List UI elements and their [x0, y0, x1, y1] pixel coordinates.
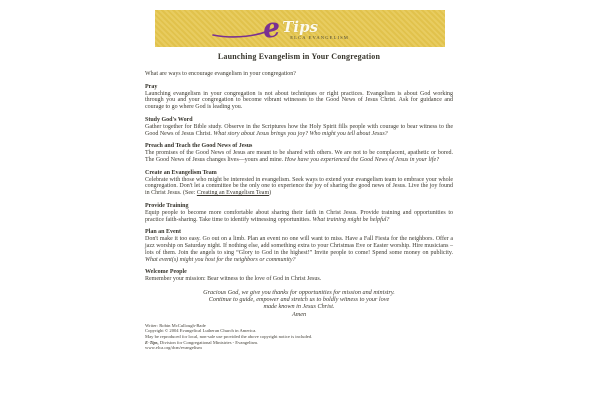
- logo-letter-e: e: [261, 11, 282, 45]
- section-heading: Pray: [145, 83, 158, 90]
- section-study-gods-word: [145, 117, 453, 137]
- intro-question: What are ways to encourage evangelism in your congregation?: [145, 71, 296, 77]
- section-heading: Welcome People: [145, 269, 187, 276]
- section-heading: Plan an Event: [145, 229, 182, 236]
- section-body: [145, 150, 453, 164]
- section-question: What event(s) might you host for the neighbors or community?: [145, 256, 296, 263]
- section-body: [145, 91, 453, 111]
- section-heading: Provide Training: [145, 202, 189, 209]
- section-text: Gather together for Bible study. Observe in the Scriptures how the Holy Spirit fills people with courage to bear witness to the Good News of Jesus Christ.: [145, 123, 453, 137]
- section-text: Launching evangelism in your congregation is not about techniques or right practices. Evangelism is about God working through you and your congregation to become vibrant witnesses to the Good News of Jesus Christ. Ask for guidance and courage to go where God is leading you.: [145, 90, 453, 111]
- prayer-line: Gracious God, we give you thanks for opportunities for mission and ministry.: [203, 288, 395, 296]
- section-provide-training: [145, 203, 453, 223]
- section-heading: Study God's Word: [145, 116, 193, 123]
- prayer-line: made known in Jesus Christ.: [263, 303, 335, 311]
- logo-elca-evangelism-text: ELCA EVANGELISM: [290, 34, 349, 40]
- prayer-amen: Amen: [291, 310, 307, 318]
- section-question: How have you experienced the Good News of Jesus in your life?: [284, 156, 440, 163]
- section-text: Don't make it too easy. Go out on a limb. Plan an event no one will want to miss. Have a Fall Fiesta for the neighbors. Offer a jazz worship on Saturday night. If nothing else, add something extra to your Christmas Eve or Easter worship. Hire musicians – lots of them. Join the angels to sing “Glory to God in the highest!” Invite people to come! Spend some money on publicity.: [145, 236, 453, 256]
- section-body: [145, 124, 453, 138]
- section-text: Equip people to become more comfortable about sharing their faith in Christ Jesus. Provide training and opportunities to practice faith-sharing. Take time to identify witnessing opportunities.: [145, 209, 453, 223]
- section-plan-an-event: [145, 229, 453, 263]
- section-question: What training might be helpful?: [312, 216, 390, 223]
- section-question: What story about Jesus brings you joy? Who might you tell about Jesus?: [213, 130, 388, 137]
- creating-evangelism-team-link[interactable]: Creating an Evangelism Team: [196, 190, 270, 197]
- section-welcome-people: [145, 269, 453, 283]
- footer-writer: Writer: Robin McCullough-Bade: [145, 322, 206, 328]
- section-create-evangelism-team: [145, 170, 453, 197]
- section-body: [145, 210, 453, 224]
- page-title: Launching Evangelism in Your Congregation: [217, 52, 381, 61]
- section-body: [145, 177, 453, 197]
- section-body: [145, 276, 453, 283]
- logo-right-block: [282, 17, 349, 40]
- section-text: Celebrate with those who might be interested in evangelism. Seek ways to extend your evangelism team to embrace your whole congregation. Don't let a committee be the only one to experience the joy of sharing the good news of Jesus. Live the joy found in Christ Jesus. (See:: [145, 176, 453, 197]
- document-content: [145, 52, 453, 351]
- logo-tips-text: Tips: [282, 17, 319, 36]
- section-heading: Create an Evangelism Team: [145, 169, 217, 176]
- section-body: [145, 236, 453, 263]
- section-text: Remember your mission: Bear witness to the love of God in Christ Jesus.: [145, 276, 322, 283]
- footer-reproduction-notice: May be reproduced for local, non-sale use provided the above copyright notice is included.: [145, 333, 313, 339]
- footer-division-text: Division for Congregational Ministries - Evangelism.: [158, 339, 259, 345]
- section-heading: Preach and Teach the Good News of Jesus: [145, 143, 253, 150]
- footer-etips-label: E-Tips,: [145, 339, 159, 345]
- prayer-line: Continue to guide, empower and stretch us to boldly witness to your love: [208, 296, 390, 304]
- etips-logo: [261, 11, 349, 45]
- section-pray: [145, 84, 453, 111]
- section-preach-and-teach: [145, 143, 453, 163]
- closing-prayer: [145, 289, 453, 318]
- section-text: The promises of the Good News of Jesus are meant to be shared with others. We are not to be complacent, apathetic or bored. The Good News of Jesus changes lives—yours and mine.: [145, 150, 453, 163]
- footer-copyright: Copyright © 2004 Evangelical Lutheran Church in America.: [145, 328, 257, 334]
- footer-credits: [145, 323, 453, 351]
- section-text-after-link: ): [269, 190, 272, 197]
- etips-banner: [155, 10, 445, 47]
- footer-website-url: www.elca.org/dcm/evangelism: [145, 345, 202, 351]
